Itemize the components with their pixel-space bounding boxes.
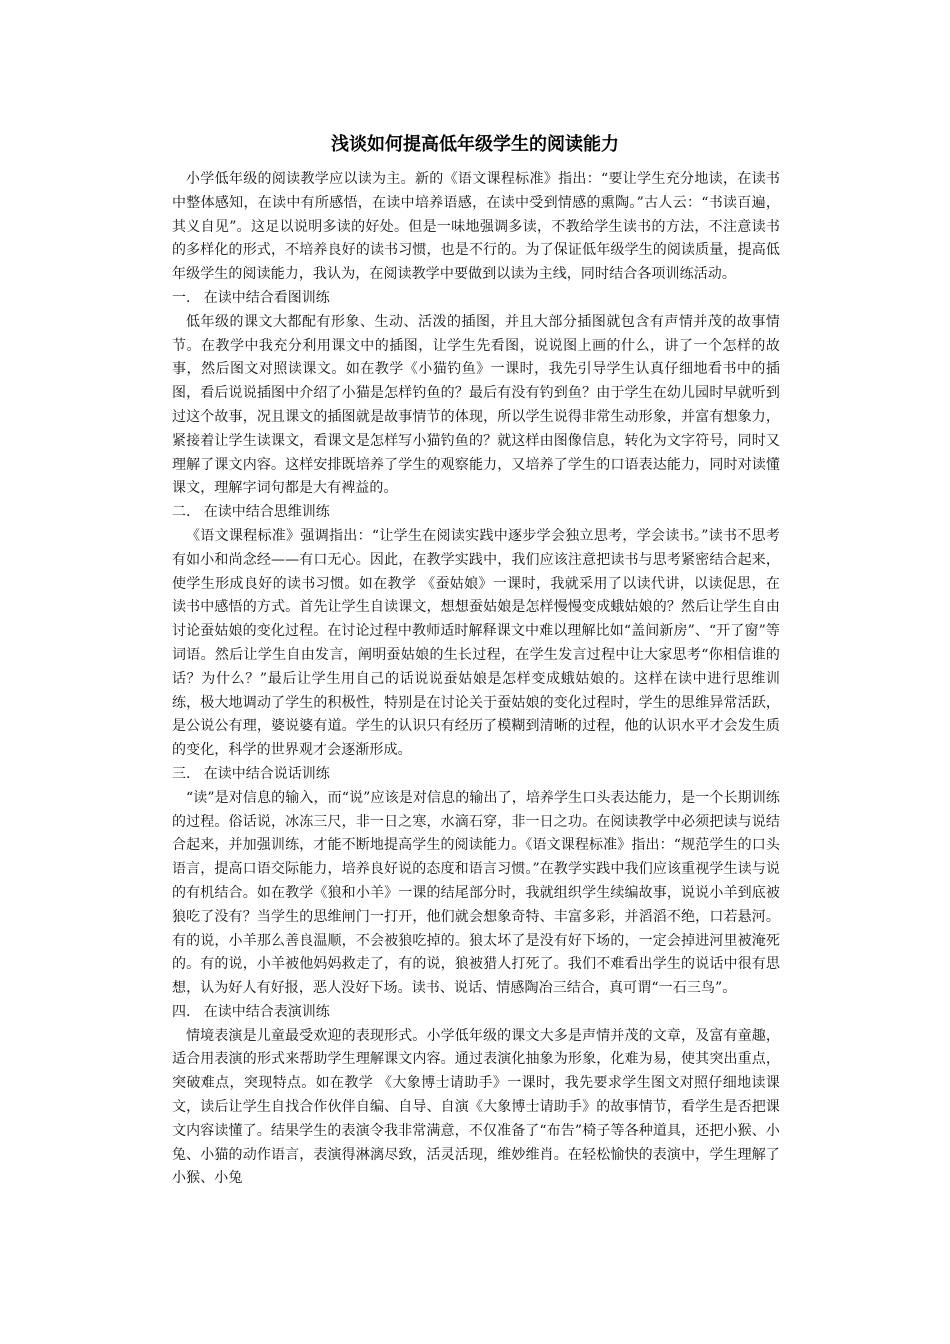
section-2-paragraph: 《语文课程标准》强调指出：“让学生在阅读实践中逐步学会独立思考，学会读书。”读书不思考有如小和尚念经——有口无心。因此，在教学实践中，我们应该注意把读书与思考紧密结合起来，使学生形成良好的读书习惯。如在教学 《蚕姑娘》一课时，我就采用了以读代讲，以读促思，在读书中感悟的方式。首先让学生自读课文，想想蚕姑娘是怎样慢慢变成蛾姑娘的？然后让学生自由讨论蚕姑娘的变化过程。在讨论过程中教师适时解释课文中难以理解比如“盖间新房”、“开了窗”等词语。然后让学生自由发言，阐明蚕姑娘的生长过程，在学生发言过程中让大家思考“你相信谁的话？为什么？”最后让学生用自己的话说说蚕姑娘是怎样变成蛾姑娘的。这样在读中进行思维训练，极大地调动了学生的积极性，特别是在讨论关于蚕姑娘的变化过程时，学生的思维异常活跃，是公说公有理，婆说婆有道。学生的认识只有经历了模糊到清晰的过程，他的认识水平才会发生质的变化，科学的世界观才会逐渐形成。 <box>172 527 780 759</box>
document-title: 浅谈如何提高低年级学生的阅读能力 <box>331 134 619 155</box>
section-2-heading: 二. 在读中结合思维训练 <box>172 504 330 521</box>
section-3-paragraph: “读”是对信息的输入，而“说”应该是对信息的输出了，培养学生口头表达能力，是一个长期训练的过程。俗话说，冰冻三尺，非一日之寒，水滴石穿，非一日之功。在阅读教学中必须把读与说结合起来，并加强训练，才能不断地提高学生的阅读能力。《语文课程标准》指出：“规范学生的口头语言，提高口语交际能力，培养良好说的态度和语言习惯。”在教学实践中我们应该重视学生读与说的有机结合。如在教学《狼和小羊》一课的结尾部分时，我就组织学生续编故事，说说小羊到底被狼吃了没有？当学生的思维闸门一打开，他们就会想象奇特、丰富多彩，并滔滔不绝，口若悬河。有的说，小羊那么善良温顺，不会被狼吃掉的。狼太坏了是没有好下场的，一定会掉进河里被淹死的。有的说，小羊被他妈妈救走了，有的说，狼被猎人打死了。我们不难看出学生的说话中很有思想，认为好人有好报，恶人没好下场。读书、说话、情感陶冶三结合，真可谓“一石三鸟”。 <box>172 789 780 997</box>
section-4-heading: 四. 在读中结合表演训练 <box>172 1003 330 1020</box>
section-1-heading: 一. 在读中结合看图训练 <box>172 289 330 306</box>
document-body <box>172 168 780 1191</box>
section-1-paragraph: 低年级的课文大都配有形象、生动、活泼的插图，并且大部分插图就包含有声情并茂的故事情节。在教学中我充分利用课文中的插图，让学生先看图，说说图上画的什么，讲了一个怎样的故事，然后图文对照读课文。如在教学《小猫钓鱼》一课时，我先引导学生认真仔细地看书中的插图，看后说说插图中介绍了小猫是怎样钓鱼的？最后有没有钓到鱼？由于学生在幼儿园时早就听到过这个故事，况且课文的插图就是故事情节的体现，所以学生说得非常生动形象，并富有想象力，紧接着让学生读课文，看课文是怎样写小猫钓鱼的？就这样由图像信息，转化为文字符号，同时又理解了课文内容。这样安排既培养了学生的观察能力，又培养了学生的口语表达能力，同时对读懂课文，理解字词句都是大有裨益的。 <box>172 313 780 497</box>
section-4-paragraph: 情境表演是儿童最受欢迎的表现形式。小学低年级的课文大多是声情并茂的文章，及富有童趣，适合用表演的形式来帮助学生理解课文内容。通过表演化抽象为形象，化难为易，使其突出重点，突破难点，突现特点。如在教学 《大象博士请助手》一课时，我先要求学生图文对照仔细地读课文，读后让学生自找合作伙伴自编、自导、自演《大象博士请助手》的故事情节，看学生是否把课文内容读懂了。结果学生的表演令我非常满意，不仅准备了“布告”椅子等各种道具，还把小猴、小兔、小猫的动作语言，表演得淋漓尽致，活灵活现，维妙维肖。在轻松愉快的表演中，学生理解了小猴、小兔 <box>172 1027 780 1187</box>
intro-paragraph: 小学低年级的阅读教学应以读为主。新的《语文课程标准》指出：“要让学生充分地读，在读书中整体感知，在读中有所感悟，在读中培养语感，在读中受到情感的熏陶。”古人云：“书读百遍，其义自见”。这足以说明多读的好处。但是一味地强调多读，不教给学生读书的方法，不注意读书的多样化的形式，不培养良好的读书习惯，也是不行的。为了保证低年级学生的阅读质量，提高低年级学生的阅读能力，我认为，在阅读教学中要做到以读为主线，同时结合各项训练活动。 <box>172 171 780 283</box>
section-3-heading: 三. 在读中结合说话训练 <box>172 765 330 782</box>
